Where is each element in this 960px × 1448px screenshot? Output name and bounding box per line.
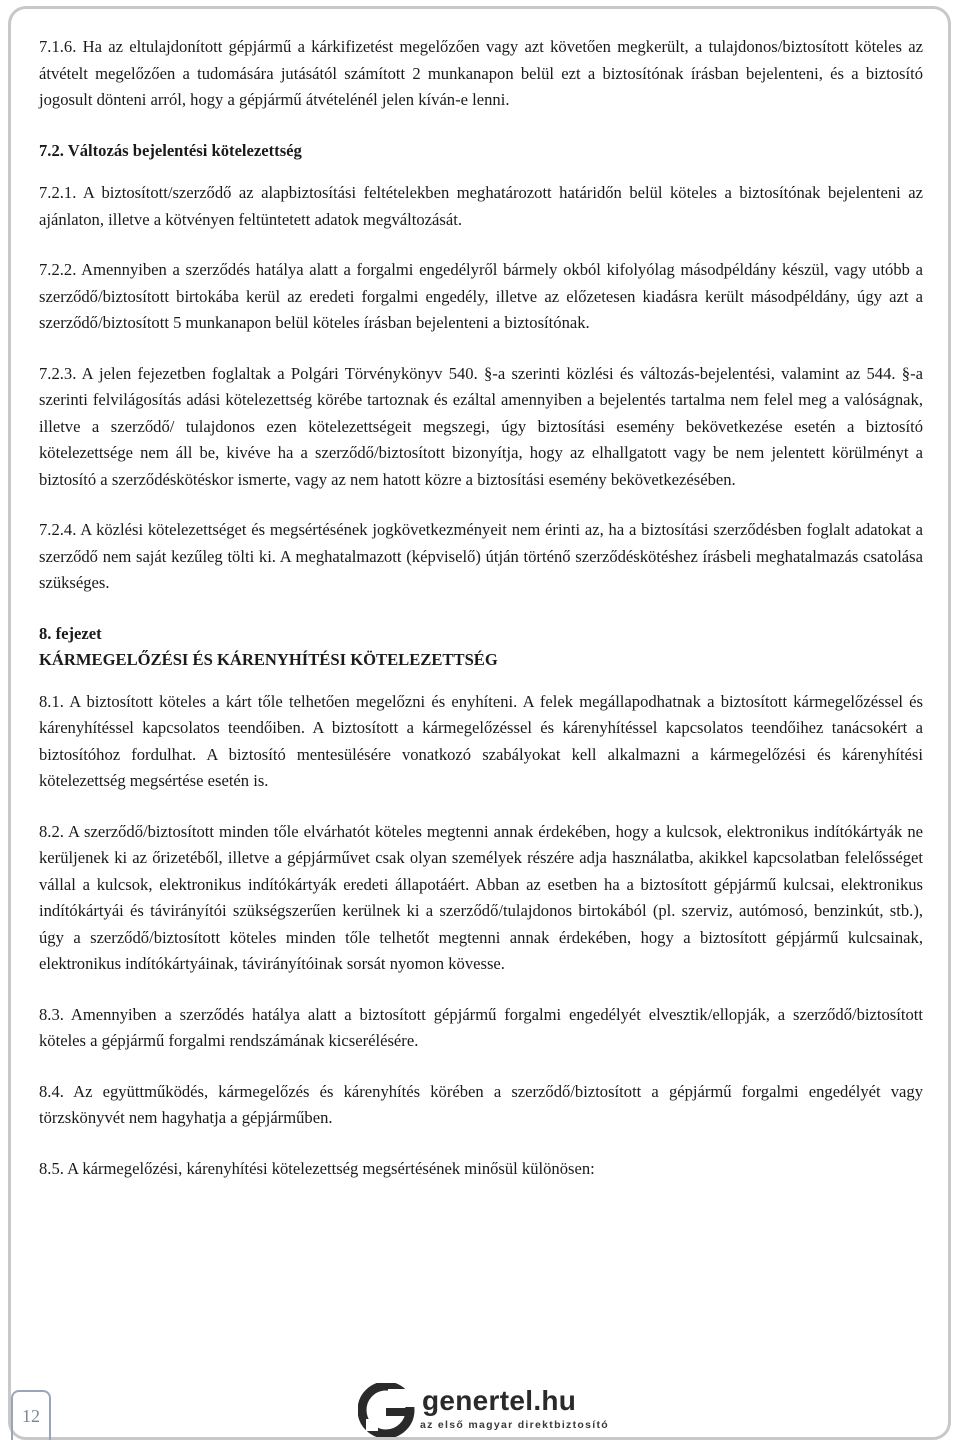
paragraph-8-4: 8.4. Az együttműködés, kármegelőzés és kárenyhítés körében a szerződő/biztosított a gépjármű forgalmi engedélyét vagy törzskönyvét nem hagyhatja a gépjárműben.	[39, 1081, 923, 1127]
page-number: 12	[11, 1390, 51, 1440]
paragraph-7-2-2: 7.2.2. Amennyiben a szerződés hatálya alatt a forgalmi engedélyről bármely okból kifolyólag másodpéldány készül, vagy utóbb a szerződő/biztosított birtokába kerül az eredeti forgalmi engedély, illetve az előzetesen kiadásra került másodpéldány, úgy azt a szerződő/biztosított 5 munkanapon belül köteles írásban bejelenteni a biztosítónak.	[39, 260, 923, 332]
genertel-logo	[358, 1383, 609, 1437]
document-body	[39, 34, 923, 1182]
paragraph-7-2-4: 7.2.4. A közlési kötelezettséget és megsértésének jogkövetkezményeit nem érinti az, ha a biztosítási szerződésben foglalt adatokat a szerződő nem saját kezűleg tölti ki. A meghatalmazott (képviselő) útján történő szerződéskötéshez írásbeli meghatalmazás csatolása szükséges.	[39, 520, 923, 592]
paragraph-8-5: 8.5. A kármegelőzési, kárenyhítési kötelezettség megsértésének minősül különösen:	[39, 1158, 595, 1178]
genertel-logo-icon	[358, 1383, 420, 1437]
chapter-title: KÁRMEGELŐZÉSI ÉS KÁRENYHÍTÉSI KÖTELEZETTSÉG	[39, 649, 498, 669]
paragraph-7-1-6: 7.1.6. Ha az eltulajdonított gépjármű a kárkifizetést megelőzően vagy azt követően megkerült, a tulajdonos/biztosított köteles az átvételt megelőzően a tudomására jutásától számított 2 munkanapon belül ezt a biztosítónak írásban bejelenteni, és a biztosító jogosult dönteni arról, hogy a gépjármű átvételénél jelen kíván-e lenni.	[39, 37, 923, 109]
paragraph-7-2-3: 7.2.3. A jelen fejezetben foglaltak a Polgári Törvénykönyv 540. §-a szerinti közlési és változás-bejelentési, valamint az 544. §-a szerinti felvilágosítás adási kötelezettség körébe tartoznak és ezáltal amennyiben a bejelentés tartalma nem felel meg a valóságnak, illetve a szerződő/ tulajdonos ezen kötelezettségeit megszegi, úgy biztosítási esemény bekövetkezése esetén a biztosító kötelezettsége nem áll be, kivéve ha a szerződő/biztosított bizonyítja, hogy az elhallgatott vagy be nem jelentett körülményt a biztosító a szerződéskötéskor ismerte, vagy az nem hatott közre a biztosítási esemény bekövetkezésében.	[39, 363, 923, 489]
paragraph-8-1: 8.1. A biztosított köteles a kárt tőle telhetően megelőzni és enyhíteni. A felek megállapodhatnak a biztosított kármegelőzéssel és kárenyhítéssel kapcsolatos teendőiben. A biztosított a kármegelőzéssel és kárenyhítéssel kapcsolatos teendőihez tanácsokért a biztosítóhoz fordulhat. A biztosító mentesülésére vonatkozó szabályokat kell alkalmazni a kármegelőzési és kárenyhítési kötelezettség megsértése esetén is.	[39, 691, 923, 790]
paragraph-7-2-1: 7.2.1. A biztosított/szerződő az alapbiztosítási feltételekben meghatározott határidőn belül köteles a biztosítónak bejelenteni az ajánlaton, illetve a kötvényen feltüntetett adatok megváltozását.	[39, 183, 923, 229]
logo-tagline: az első magyar direktbiztosító	[420, 1419, 609, 1431]
paragraph-8-2: 8.2. A szerződő/biztosított minden tőle elvárhatót köteles megtenni annak érdekében, hogy a kulcsok, elektronikus indítókártyák ne kerüljenek ki az őrizetéből, illetve a gépjárművet csak olyan személyek részére adja használatba, akikkel kapcsolatban felelősséget vállal a kulcsok, elektronikus indítókártyák eredeti állapotáért. Abban az esetben ha a biztosított gépjármű kulcsai, elektronikus indítókártyái és távirányítói szükségszerűen kerülnek ki a szerződő/tulajdonos birtokából (pl. szerviz, autómosó, benzinkút, stb.), úgy a szerződő/biztosított köteles minden tőle telhetőt megtenni annak érdekében, hogy a biztosított gépjármű kulcsainak, elektronikus indítókártyáinak, távirányítóinak sorsát nyomon kövesse.	[39, 821, 923, 973]
paragraph-8-3: 8.3. Amennyiben a szerződés hatálya alatt a biztosított gépjármű forgalmi engedélyét elvesztik/ellopják, a szerződő/biztosított köteles a gépjármű forgalmi rendszámának kicserélésére.	[39, 1004, 923, 1050]
chapter-number: 8. fejezet	[39, 623, 102, 643]
section-heading-7-2: 7.2. Változás bejelentési kötelezettség	[39, 140, 302, 160]
chapter-heading	[39, 621, 923, 673]
logo-wordmark: genertel.hu	[422, 1385, 577, 1416]
